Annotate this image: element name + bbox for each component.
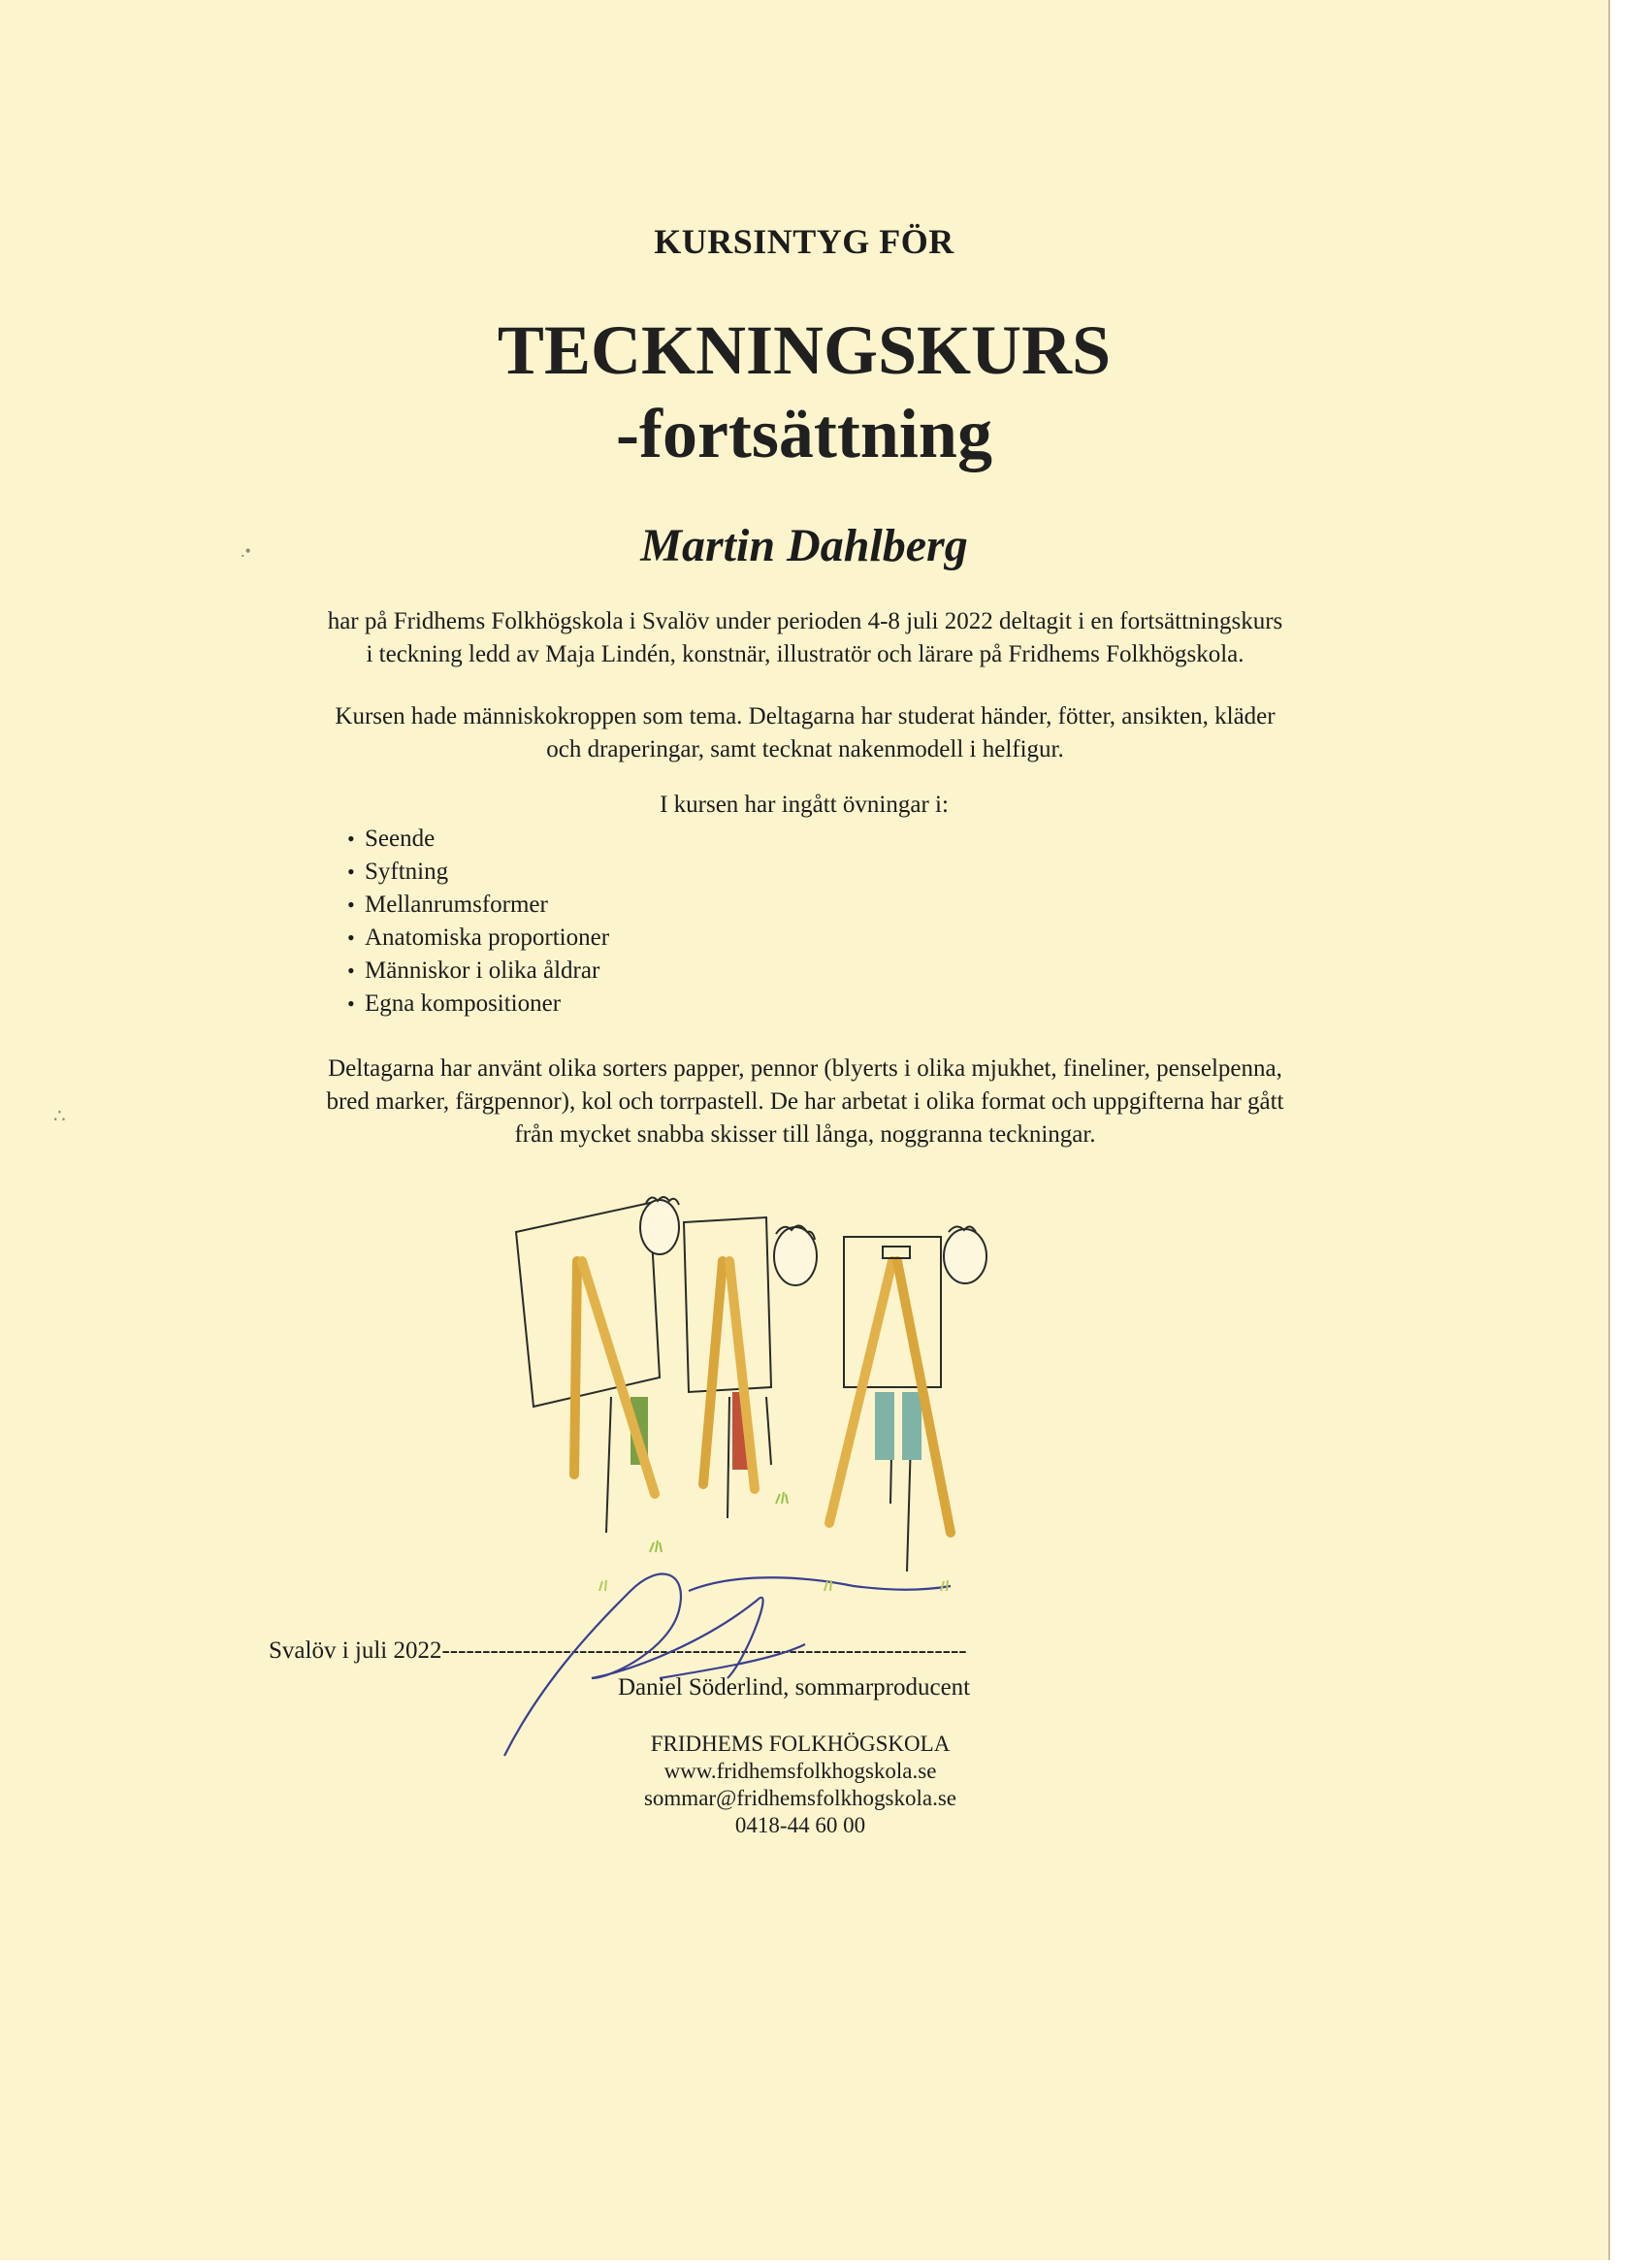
course-theme-line2: och draperingar, samt tecknat nakenmodell i helfigur. bbox=[546, 736, 1064, 762]
grass-tuft bbox=[776, 1492, 788, 1504]
course-theme bbox=[242, 700, 1368, 766]
school-contact bbox=[543, 1731, 1057, 1839]
artists-at-easels-illustration bbox=[504, 1183, 1009, 1581]
leg-line bbox=[728, 1397, 729, 1518]
course-description-line2: i teckning ledd av Maja Lindén, konstnär, illustratör och lärare på Fridhems Folkhögskola. bbox=[366, 641, 1245, 667]
easel-leg bbox=[582, 1261, 655, 1494]
leg-line bbox=[766, 1397, 771, 1465]
face-shape bbox=[944, 1229, 986, 1283]
trousers-shape bbox=[902, 1392, 922, 1460]
school-phone: 0418-44 60 00 bbox=[734, 1813, 866, 1837]
grass-tuft bbox=[599, 1580, 606, 1591]
participant-name: Martin Dahlberg bbox=[640, 520, 968, 571]
signature-line: ----------------------------------------------------------------- bbox=[441, 1637, 967, 1664]
school-name: FRIDHEMS FOLKHÖGSKOLA bbox=[650, 1732, 951, 1756]
face-shape bbox=[640, 1200, 679, 1254]
signer-name: Daniel Söderlind, sommarproducent bbox=[618, 1674, 971, 1701]
trousers-shape bbox=[875, 1392, 894, 1460]
school-email: sommar@fridhemsfolkhogskola.se bbox=[643, 1786, 957, 1810]
materials-description bbox=[242, 1053, 1368, 1151]
canvas-shape bbox=[516, 1203, 660, 1407]
signature-stroke bbox=[504, 1574, 951, 1756]
course-title-line2: -fortsättning bbox=[616, 395, 992, 472]
certificate-kicker: KURSINTYG FÖR bbox=[654, 222, 954, 261]
list-item: • Anatomiska proportioner bbox=[347, 922, 609, 955]
easel-leg bbox=[574, 1261, 577, 1474]
course-description bbox=[242, 605, 1368, 671]
leg-line bbox=[606, 1397, 611, 1533]
list-item: • Mellanrumsformer bbox=[347, 889, 609, 922]
materials-description-line1: Deltagarna har använt olika sorters papper, pennor (blyerts i olika mjukhet, fineliner, penselpenna, bbox=[328, 1055, 1282, 1082]
school-website: www.fridhemsfolkhogskola.se bbox=[663, 1759, 937, 1783]
exercise-list bbox=[347, 823, 609, 1021]
grass-tuft bbox=[941, 1580, 948, 1591]
canvas-shape bbox=[684, 1217, 771, 1392]
exercises-intro: I kursen har ingått övningar i: bbox=[660, 792, 949, 818]
materials-description-line2: bred marker, färgpennor), kol och torrpastell. De har arbetat i olika format och uppgifterna har gått bbox=[326, 1088, 1284, 1115]
materials-description-line3: från mycket snabba skisser till långa, noggranna teckningar. bbox=[514, 1121, 1096, 1148]
course-description-line1: har på Fridhems Folkhögskola i Svalöv under perioden 4-8 juli 2022 deltagit i en fortsättningskurs bbox=[327, 608, 1283, 634]
list-item: • Syftning bbox=[347, 856, 609, 889]
place-date: Svalöv i juli 2022 bbox=[269, 1637, 442, 1664]
course-title bbox=[0, 308, 1608, 475]
list-item: • Egna kompositioner bbox=[347, 988, 609, 1021]
course-title-line1: TECKNINGSKURS bbox=[497, 311, 1112, 389]
list-item: • Seende bbox=[347, 823, 609, 856]
paper-speck: .• bbox=[241, 541, 251, 561]
face-shape bbox=[774, 1227, 817, 1285]
list-item: • Människor i olika åldrar bbox=[347, 955, 609, 988]
paper-speck: ∴ bbox=[53, 1106, 66, 1127]
course-theme-line1: Kursen hade människokroppen som tema. Deltagarna har studerat händer, fötter, ansikten, kläder bbox=[335, 703, 1276, 729]
easel-leg bbox=[703, 1261, 723, 1484]
